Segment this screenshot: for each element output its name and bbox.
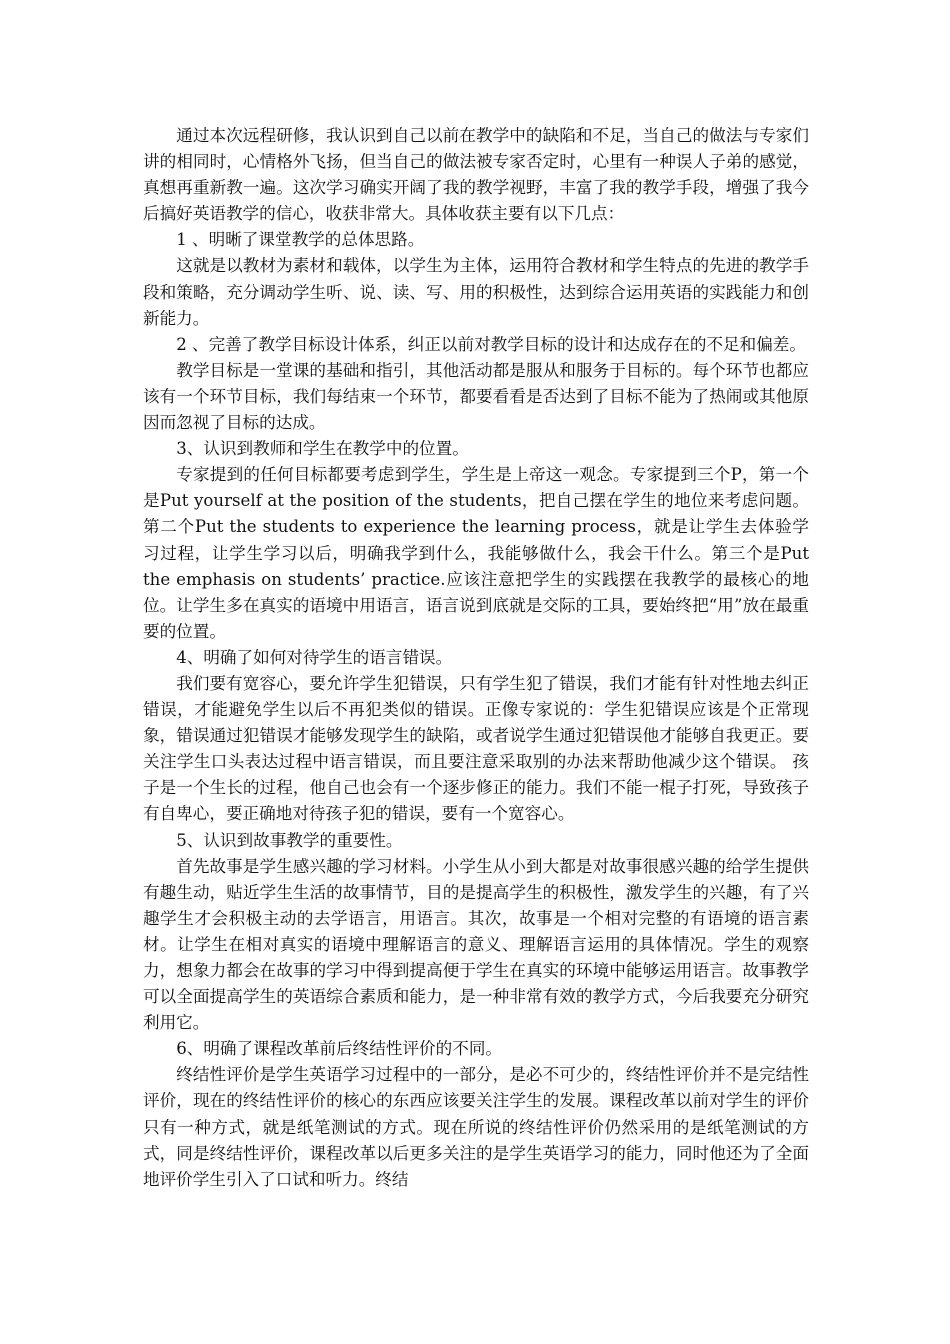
section-heading-5: 5、认识到故事教学的重要性。 (176, 830, 403, 850)
section-paragraph-4: 我们要有宽容心，要允许学生犯错误，只有学生犯了错误，我们才能有针对性地去纠正错误，才能避免学生以后不再犯类似的错误。正像专家说的：学生犯错误应该是个正常现象，错误通过犯错误才能够发现学生的缺陷，或者说学生通过犯错误他才能够自我更正。要关注学生口头表达过程中语言错误，而且要注意采取别的办法来帮助他减少这个错误。 孩子是一个生长的过程，他自己也会有一个逐步修正的能力。我们不能一棍子打死，导致孩子有自卑心，要正确地对待孩子犯的错误，要有一个宽容心。 (143, 673, 809, 824)
section-heading-2: 2 、完善了教学目标设计体系，纠正以前对教学目标的设计和达成存在的不足和偏差。 (176, 334, 806, 354)
section-heading-4: 4、明确了如何对待学生的语言错误。 (176, 647, 453, 667)
section-heading-3: 3、认识到教师和学生在教学中的位置。 (176, 439, 469, 459)
section-heading-6: 6、明确了课程改革前后终结性评价的不同。 (176, 1039, 503, 1059)
section-paragraph-1: 这就是以教材为素材和载体，以学生为主体，运用符合教材和学生特点的先进的教学手段和策略，充分调动学生听、说、读、写、用的积极性，达到综合运用英语的实践能力和创新能力。 (143, 256, 809, 328)
section-paragraph-2: 教学目标是一堂课的基础和指引，其他活动都是服从和服务于目标的。每个环节也都应该有一个环节目标，我们每结束一个环节，都要看看是否达到了目标不能为了热闹或其他原因而忽视了目标的达成。 (143, 360, 809, 433)
section-paragraph-3: 专家提到的任何目标都要考虑到学生，学生是上帝这一观念。专家提到三个P，第一个是Put yourself at the position of the students，把自己摆在学生的地位来考虑问题。第二个Put the students to experience the learning process，就是让学生去体验学习过程，让学生学习以后，明确我学到什么，我能够做什么，我会干什么。第三个是Put the emphasis on students’ practice.应该注意把学生的实践摆在我教学的最核心的地位。让学生多在真实的语境中用语言，语言说到底就是交际的工具，要始终把“用”放在最重要的位置。 (143, 465, 809, 641)
section-paragraph-6: 终结性评价是学生英语学习过程中的一部分，是必不可少的，终结性评价并不是完结性评价，现在的终结性评价的核心的东西应该要关注学生的发展。课程改革以前对学生的评价只有一种方式，就是纸笔测试的方式。现在所说的终结性评价仍然采用的是纸笔测试的方式，同是终结性评价，课程改革以后更多关注的是学生英语学习的能力，同时他还为了全面地评价学生引入了口试和听力。终结 (143, 1065, 809, 1189)
intro-paragraph: 通过本次远程研修，我认识到自己以前在教学中的缺陷和不足，当自己的做法与专家们讲的相同时，心情格外飞扬，但当自己的做法被专家否定时，心里有一种误人子弟的感觉，真想再重新教一遍。这次学习确实开阔了我的教学视野，丰富了我的教学手段，增强了我今后搞好英语教学的信心，收获非常大。具体收获主要有以下几点： (143, 126, 809, 224)
section-heading-1: 1 、明晰了课堂教学的总体思路。 (176, 230, 425, 250)
section-paragraph-5: 首先故事是学生感兴趣的学习材料。小学生从小到大都是对故事很感兴趣的给学生提供有趣生动，贴近学生生活的故事情节，目的是提高学生的积极性，激发学生的兴趣，有了兴趣学生才会积极主动的去学语言，用语言。其次，故事是一个相对完整的有语境的语言素材。让学生在相对真实的语境中理解语言的意义、理解语言运用的具体情况。学生的观察力，想象力都会在故事的学习中得到提高便于学生在真实的环境中能够运用语言。故事教学可以全面提高学生的英语综合素质和能力，是一种非常有效的教学方式，今后我要充分研究利用它。 (143, 856, 809, 1033)
document-body (143, 123, 809, 1193)
